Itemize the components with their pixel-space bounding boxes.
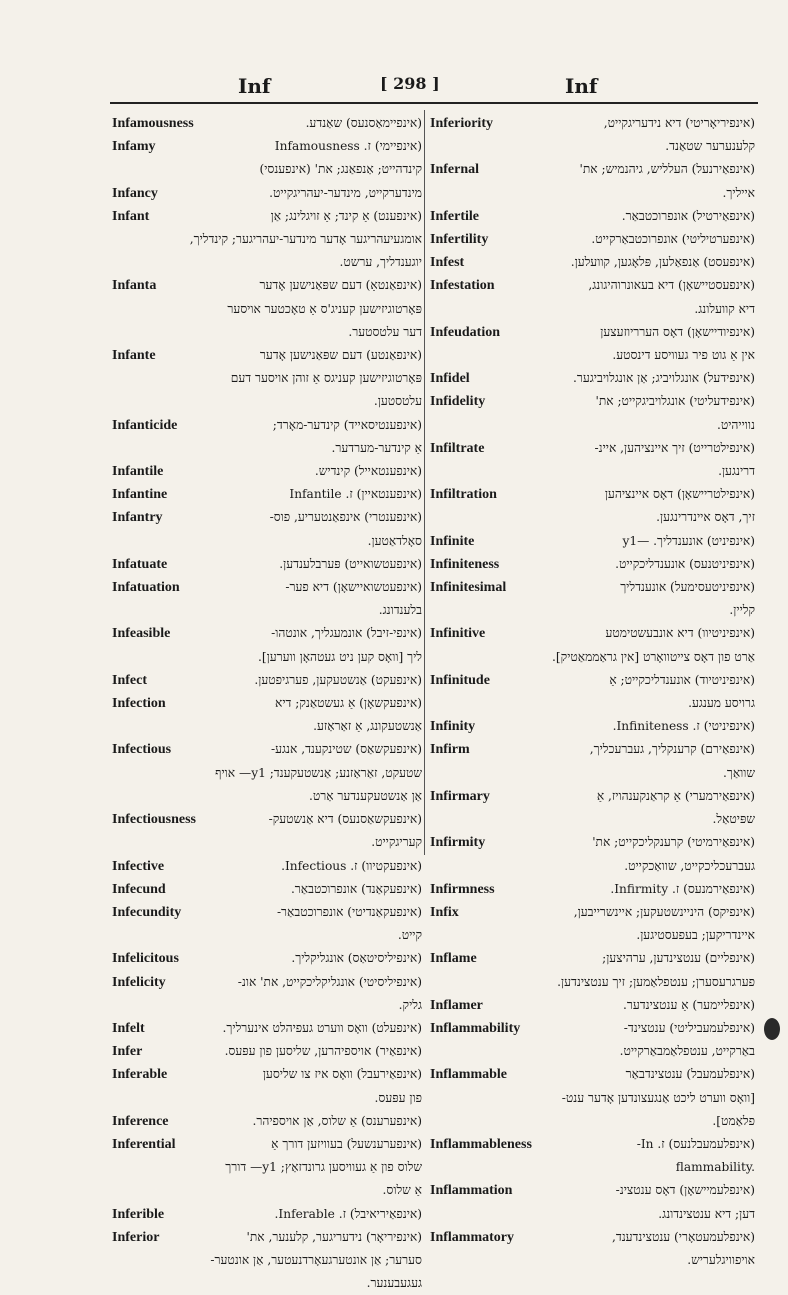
left-column	[112, 112, 422, 1295]
dictionary-entry	[112, 344, 422, 367]
headword: Infinite	[430, 533, 475, 549]
headword: Infernal	[430, 162, 479, 178]
dictionary-entry	[112, 1133, 422, 1156]
dictionary-entry	[430, 785, 755, 808]
definition-text: אַרט פון דאָס צייטוואָרט [אין גראַממאַטיק].	[552, 649, 755, 664]
definition-text: (אינפיניטנעס) אונענדליכקייט.	[615, 556, 755, 571]
dictionary-entry	[112, 924, 422, 947]
definition-text: קעריגקייט.	[371, 835, 422, 850]
dictionary-entry	[112, 1017, 422, 1040]
dictionary-entry	[112, 1249, 422, 1272]
definition-text: (אינפערטיליטי) אונפרוכטבאַרקייט.	[591, 232, 755, 247]
dictionary-entry	[112, 1156, 422, 1179]
running-head-left: Inf	[238, 74, 271, 98]
definition-text: (אינפלעמעבלנעס) ז. In-	[636, 1136, 755, 1151]
headword: Infirmary	[430, 788, 490, 804]
dictionary-entry	[112, 831, 422, 854]
definition-text: שלוס פון אַ געוויסען גרונדזאַץ; y1— דורך	[225, 1160, 422, 1175]
dictionary-entry	[112, 1063, 422, 1086]
definition-text: באַרקייט, ענטפלאַמבאַרקייט.	[619, 1044, 755, 1059]
definition-text: (אינפענטאיין) ז. Infantile	[289, 487, 422, 502]
right-column	[430, 112, 755, 1272]
definition-text: (אינפעקשאַסנעס) דיא אַנשטעק-	[268, 812, 422, 827]
headword: Infertility	[430, 232, 489, 248]
headword: Infiniteness	[430, 556, 500, 572]
headword: Infiltrate	[430, 440, 485, 456]
dictionary-entry	[430, 994, 755, 1017]
definition-text: (אינפיודיישאָן) דאָס הערריוזעצען	[600, 324, 755, 339]
dictionary-entry	[112, 553, 422, 576]
definition-text: (אינפילטריישאָן) דאָס איינציהען	[604, 487, 755, 502]
definition-text: (אינפאַנטע) דעם שפּאַנישען אָדער	[259, 348, 422, 363]
definition-text: שפּיטאַל.	[712, 812, 755, 827]
definition-text: אַן אַנשטעקענדער אַרט.	[309, 788, 422, 803]
headword: Infantile	[112, 464, 164, 480]
dictionary-entry	[430, 158, 755, 181]
headword: Infinity	[430, 719, 476, 735]
definition-text: דרינגען.	[718, 464, 755, 479]
dictionary-entry	[430, 901, 755, 924]
definition-text: (אינפלעמיישאָן) דאָס ענטצינ-	[615, 1183, 755, 1198]
dictionary-entry	[112, 158, 422, 181]
column-divider	[424, 110, 425, 855]
dictionary-entry	[112, 669, 422, 692]
definition-text: (אינפאַירנעל) העלליש, גיהנמיש; את'	[579, 162, 755, 177]
headword: Inferiority	[430, 116, 493, 131]
headword: Infectiousness	[112, 812, 197, 828]
definition-text: (אינפיניטי) ז. Infiniteness.	[612, 719, 755, 734]
dictionary-entry	[112, 855, 422, 878]
headword: Infante	[112, 348, 156, 364]
dictionary-entry	[112, 947, 422, 970]
definition-text: flammability.	[675, 1160, 755, 1175]
headword: Infantry	[112, 510, 163, 526]
headword: Inflammation	[430, 1183, 513, 1199]
definition-text: גרויסע מענגע.	[688, 696, 755, 711]
dictionary-entry	[430, 1133, 755, 1156]
headword: Inflammableness	[430, 1136, 532, 1152]
definition-text: נווייהיט.	[716, 417, 755, 432]
definition-text: אייליך.	[722, 185, 755, 200]
headword: Inferior	[112, 1229, 160, 1245]
page-header	[110, 74, 750, 104]
definition-text: דיא קוועלונג.	[694, 301, 755, 316]
headword: Infective	[112, 858, 165, 874]
headword: Inferable	[112, 1067, 168, 1083]
headword: Infecundity	[112, 904, 182, 920]
dictionary-entry	[430, 344, 755, 367]
definition-text: (אינפאַיר) אויספיהרען, שליסען פון עפּעס.	[224, 1044, 422, 1059]
headword: Infect	[112, 672, 147, 688]
dictionary-entry	[112, 808, 422, 831]
definition-text: (אינפיריאָריטי) דיא נידעריגקייט,	[603, 116, 755, 130]
definition-text: (אינפעסטיישאָן) דיא בעאונרוהיגונג,	[588, 278, 755, 293]
dictionary-entry	[112, 576, 422, 599]
definition-text: (אינפענטיסאייד) קינדער-מאָרד;	[272, 417, 422, 432]
dictionary-entry	[430, 228, 755, 251]
dictionary-entry	[430, 715, 755, 738]
dictionary-entry	[112, 901, 422, 924]
definition-text: (אינפעקאַנד) אונפרוכטבאַר.	[290, 881, 422, 896]
definition-text: (אינפיניטיוד) אונענדליכקייט; אַ	[609, 672, 755, 687]
dictionary-entry	[112, 692, 422, 715]
definition-text: אַנשטעקונג, אַ זאַראַזע.	[313, 719, 422, 734]
dictionary-entry	[430, 298, 755, 321]
definition-text: (אינפיניטעסימעל) אונענדליך	[620, 580, 755, 595]
definition-text: (אינפיליסיטי) אונגליקליכקייט, את' אונ-	[237, 974, 422, 989]
dictionary-entry	[430, 1156, 755, 1179]
definition-text: פלאַמט].	[712, 1113, 755, 1128]
headword: Inference	[112, 1113, 169, 1129]
headword: Infatuate	[112, 556, 168, 572]
dictionary-entry	[112, 112, 422, 135]
dictionary-entry	[112, 971, 422, 994]
definition-text: (אינפיניטיוו) דיא אונבעשטימטע	[605, 626, 755, 641]
definition-text: (אינפאַנטאַ) דעם שפּאַנישען אָדער	[259, 278, 422, 293]
headword: Inflammatory	[430, 1229, 514, 1245]
dictionary-entry	[430, 692, 755, 715]
definition-text: (אינפאַירמערי) אַ קראַנקענהויז, אַ	[596, 788, 755, 803]
definition-text: קייט.	[397, 928, 422, 943]
dictionary-entry	[112, 762, 422, 785]
dictionary-entry	[112, 367, 422, 390]
definition-text: (אינפעקשאָן) אַ געשטאַנק; דיא	[275, 696, 422, 711]
dictionary-entry	[430, 414, 755, 437]
dictionary-entry	[112, 437, 422, 460]
dictionary-entry	[112, 135, 422, 158]
definition-text: (אינפעטשואיישאָן) דיא פער-	[285, 580, 422, 595]
definition-text: בלענדונג.	[378, 603, 422, 618]
definition-text: (אינפעטשואייט) פּערבלענדען.	[279, 556, 422, 571]
definition-text: (אינפיליסיטאַס) אונגליקליך.	[291, 951, 422, 966]
dictionary-entry	[430, 205, 755, 228]
headword: Infinitesimal	[430, 580, 507, 596]
definition-text: (אינפיקס) היניינשטעקען; איינשרייבען,	[573, 904, 755, 919]
dictionary-entry	[112, 715, 422, 738]
headword: Infelt	[112, 1020, 145, 1036]
dictionary-entry	[112, 646, 422, 669]
dictionary-entry	[112, 738, 422, 761]
definition-text: קלענערער שטאַנד.	[665, 139, 755, 154]
dictionary-entry	[112, 622, 422, 645]
definition-text: פערגרעסערן; ענטפלאַמען; זיך ענטצינדען.	[557, 974, 755, 989]
dictionary-entry	[112, 1203, 422, 1226]
definition-text: פּאָרטוגיזישען קעניג'ס אַ טאָכטער אויסער	[227, 301, 422, 316]
definition-text: (אינפלעמעבל) ענטצינדבאַר	[625, 1067, 755, 1082]
headword: Infeudation	[430, 324, 501, 340]
headword: Infanta	[112, 278, 157, 294]
dictionary-entry	[430, 182, 755, 205]
definition-text: דער עלטסטער.	[348, 324, 422, 339]
dictionary-entry	[112, 321, 422, 344]
dictionary-entry	[430, 483, 755, 506]
definition-text: (אינפליים) ענטצינדען, ערהיצען;	[602, 951, 755, 966]
definition-text: איינדריקען; בעפעסטיגען.	[636, 928, 755, 943]
dictionary-entry	[430, 878, 755, 901]
dictionary-entry	[112, 1110, 422, 1133]
dictionary-entry	[430, 738, 755, 761]
definition-text: (אינפעקטיוו) ז. Infectious.	[281, 858, 422, 873]
dictionary-entry	[112, 506, 422, 529]
definition-text: קינדהייט; אַנפאַנג; את' (אינפענסי)	[259, 162, 422, 177]
dictionary-entry	[112, 1226, 422, 1249]
definition-text: מינדערקייט, מינדער-יעהריגקייט.	[269, 185, 422, 200]
dictionary-entry	[430, 135, 755, 158]
headword: Infestation	[430, 278, 495, 294]
dictionary-entry	[112, 298, 422, 321]
dictionary-entry	[430, 367, 755, 390]
definition-text: (אינפילטרייט) זיך איינציהען, איינ-	[594, 440, 755, 455]
definition-text: (אינפידעל) אונגלויביג; אַן אונגלויביגער.	[573, 371, 755, 386]
definition-text: עלטסטען.	[373, 394, 422, 409]
headword: Infeasible	[112, 626, 171, 642]
headword: Infamousness	[112, 116, 194, 131]
dictionary-entry	[112, 483, 422, 506]
dictionary-entry	[430, 622, 755, 645]
headword: Infancy	[112, 185, 158, 201]
dictionary-entry	[430, 437, 755, 460]
headword: Infirm	[430, 742, 470, 758]
definition-text: אומגעיעהריגער אָדער מינדער-יעהריגער; קינדליך,	[189, 232, 422, 247]
dictionary-entry	[112, 182, 422, 205]
dictionary-entry	[112, 1040, 422, 1063]
definition-text: ליך [וואָס קען ניט געטהאָן ווערען].	[257, 649, 422, 664]
dictionary-entry	[430, 390, 755, 413]
dictionary-entry	[112, 460, 422, 483]
headword: Infer	[112, 1044, 143, 1060]
definition-text: יוגענדליך, ערשט.	[339, 255, 422, 270]
headword: Inflamer	[430, 997, 483, 1013]
definition-text: (אינפידעליטי) אונגלויביגקייט; את'	[595, 394, 755, 409]
definition-text: (אינפאַירמיטי) קרענקליכקייט; את'	[592, 835, 755, 850]
headword: Infirmness	[430, 881, 495, 897]
dictionary-entry	[430, 576, 755, 599]
dictionary-entry	[430, 1179, 755, 1202]
definition-text: (אינפאַיריאיבל) ז. Inferable.	[274, 1206, 422, 1221]
definition-text: (אינפלעמעביליטי) ענטצינד-	[623, 1020, 755, 1035]
dictionary-entry	[430, 1226, 755, 1249]
headword: Infecund	[112, 881, 166, 897]
page-number: [ 298 ]	[380, 74, 440, 93]
dictionary-entry	[430, 831, 755, 854]
headword: Infinitive	[430, 626, 486, 642]
definition-text: געברעכליכקייט, שוואַכקייט.	[624, 858, 755, 873]
headword: Inflammable	[430, 1067, 507, 1083]
dictionary-entry	[430, 646, 755, 669]
dictionary-entry	[430, 1110, 755, 1133]
headword: Infidel	[430, 371, 470, 387]
definition-text: (אינפאַירמנעס) ז. Infirmity.	[610, 881, 755, 896]
definition-text: (אינפאַירם) קרענקליך, געברעכליך,	[589, 742, 755, 757]
dictionary-entry	[112, 251, 422, 274]
definition-text: [וואָס ווערט ליכט אַנגעצונדען אָדער ענט-	[561, 1090, 755, 1105]
headword: Infidelity	[430, 394, 486, 410]
definition-text: (אינפלעמעטאָרי) ענטצינדענד,	[611, 1229, 755, 1244]
definition-text: (אינפערענשעל) בעוויזען דורך אַ	[271, 1136, 422, 1151]
definition-text: (אינפענטאייל) קינדיש.	[314, 464, 422, 479]
dictionary-entry	[112, 205, 422, 228]
dictionary-entry	[430, 506, 755, 529]
dictionary-entry	[112, 390, 422, 413]
header-rule	[110, 102, 758, 104]
dictionary-entry	[430, 762, 755, 785]
headword: Inflame	[430, 951, 477, 967]
definition-text: אַ קינדער-מערדער.	[331, 440, 422, 455]
headword: Infest	[430, 255, 465, 271]
dictionary-entry	[430, 599, 755, 622]
definition-text: אויפוויגלעריש.	[687, 1252, 755, 1267]
definition-text: גליק.	[398, 997, 422, 1012]
definition-text: זיך, דאָס איינדרינגען.	[656, 510, 755, 525]
definition-text: סאָלדאַטען.	[367, 533, 422, 548]
running-head-right: Inf	[565, 74, 598, 98]
definition-text: (אינפאַירטיל) אונפרוכטבאַר.	[621, 208, 755, 223]
headword: Infirmity	[430, 835, 486, 851]
headword: Infantine	[112, 487, 168, 503]
dictionary-entry	[430, 274, 755, 297]
headword: Infiltration	[430, 487, 497, 503]
headword: Infanticide	[112, 417, 178, 433]
definition-text: (אינפעלט) וואָס ווערט געפיהלט אינערליך.	[222, 1020, 422, 1035]
dictionary-entry	[112, 785, 422, 808]
definition-text: אין אַ גוט פיר געוויסע דינסטע.	[612, 348, 755, 363]
headword: Infelicity	[112, 974, 166, 990]
dictionary-entry	[430, 112, 755, 135]
dictionary-entry	[430, 1040, 755, 1063]
dictionary-entry	[430, 808, 755, 831]
dictionary-entry	[112, 414, 422, 437]
dictionary-entry	[112, 599, 422, 622]
dictionary-entry	[112, 878, 422, 901]
definition-text: (אינפעקשאַס) שטינקענד, אנגע-	[271, 742, 422, 757]
definition-text: פּאָרטוגיזישען קעניגס אַ זוהן אויסער דעם	[230, 371, 422, 386]
dictionary-entry	[430, 460, 755, 483]
dictionary-entry	[112, 228, 422, 251]
definition-text: דען; דיא ענטצינדונג.	[658, 1206, 755, 1221]
dictionary-entry	[430, 924, 755, 947]
definition-text: שוואַך.	[722, 765, 755, 780]
definition-text: קליין.	[729, 603, 755, 618]
dictionary-entry	[430, 251, 755, 274]
definition-text: סערער; אַן אונטערגעאָרדנעטער, אַן אונטער-	[210, 1252, 422, 1267]
definition-text: (אינפענט) אַ קינד; אַ זויגלינג; אַן	[270, 208, 422, 223]
headword: Infix	[430, 904, 459, 920]
definition-text: פון עפּעס.	[374, 1090, 422, 1105]
dictionary-entry	[430, 855, 755, 878]
dictionary-entry	[430, 530, 755, 553]
dictionary-entry	[430, 321, 755, 344]
dictionary-entry	[430, 669, 755, 692]
headword: Infinitude	[430, 672, 490, 688]
definition-text: אַ שלוס.	[382, 1183, 422, 1198]
dictionary-entry	[430, 553, 755, 576]
dictionary-entry	[112, 994, 422, 1017]
definition-text: (אינפיימי) ז. Infamousness	[274, 139, 422, 154]
dictionary-entry	[430, 1203, 755, 1226]
dictionary-entry	[112, 1179, 422, 1202]
headword: Inflammability	[430, 1020, 521, 1036]
headword: Inferential	[112, 1136, 176, 1152]
dictionary-entry	[430, 1249, 755, 1272]
dictionary-entry	[112, 1087, 422, 1110]
definition-text: (אינפיריאָר) נידעריגער, קלענער, את'	[246, 1229, 422, 1244]
dictionary-entry	[430, 1017, 755, 1040]
dictionary-entry	[430, 947, 755, 970]
definition-text: (אינפעקט) אַנשטעקען, פערגיפטען.	[254, 672, 422, 687]
definition-text: (אינפאַירעבל) וואָס איז צו שליסען	[262, 1067, 422, 1082]
definition-text: (אינפעקאַנדיטי) אונפרוכטבאַר-	[276, 904, 422, 919]
headword: Infectious	[112, 742, 172, 758]
dictionary-entry	[112, 274, 422, 297]
headword: Infamy	[112, 139, 156, 155]
definition-text: (אינפערענס) אַ שלוס, אַן אויספיהר.	[252, 1113, 422, 1128]
ink-blot-icon	[764, 1018, 780, 1040]
headword: Inferible	[112, 1206, 165, 1222]
definition-text: (אינפיניט) אונענדליך. —y1	[622, 533, 755, 548]
definition-text: געגעבענער.	[366, 1276, 422, 1291]
dictionary-entry	[430, 1087, 755, 1110]
headword: Infection	[112, 696, 166, 712]
dictionary-entry	[430, 971, 755, 994]
headword: Infatuation	[112, 580, 180, 596]
headword: Infelicitous	[112, 951, 179, 967]
definition-text: (אינפליימער) אַ ענטצינדער.	[622, 997, 755, 1012]
dictionary-entry	[112, 530, 422, 553]
headword: Infant	[112, 208, 150, 224]
dictionary-entry	[112, 1272, 422, 1295]
definition-text: שטעקט, זאַראַזנע; אַנשטעקענד; y1— אויף	[215, 765, 422, 780]
definition-text: (אינפי-זיבל) אונמעגליך, אונטהו-	[271, 626, 422, 641]
dictionary-entry	[430, 1063, 755, 1086]
headword: Infertile	[430, 208, 479, 224]
definition-text: (אינפיימאַסנעס) שאַנדע.	[305, 116, 422, 130]
definition-text: (אינפענטרי) אינפאַנטעריע, פוס-	[269, 510, 422, 525]
definition-text: (אינפעסט) אַנפאַלען, פּלאָגען, קוועלען.	[570, 255, 755, 270]
